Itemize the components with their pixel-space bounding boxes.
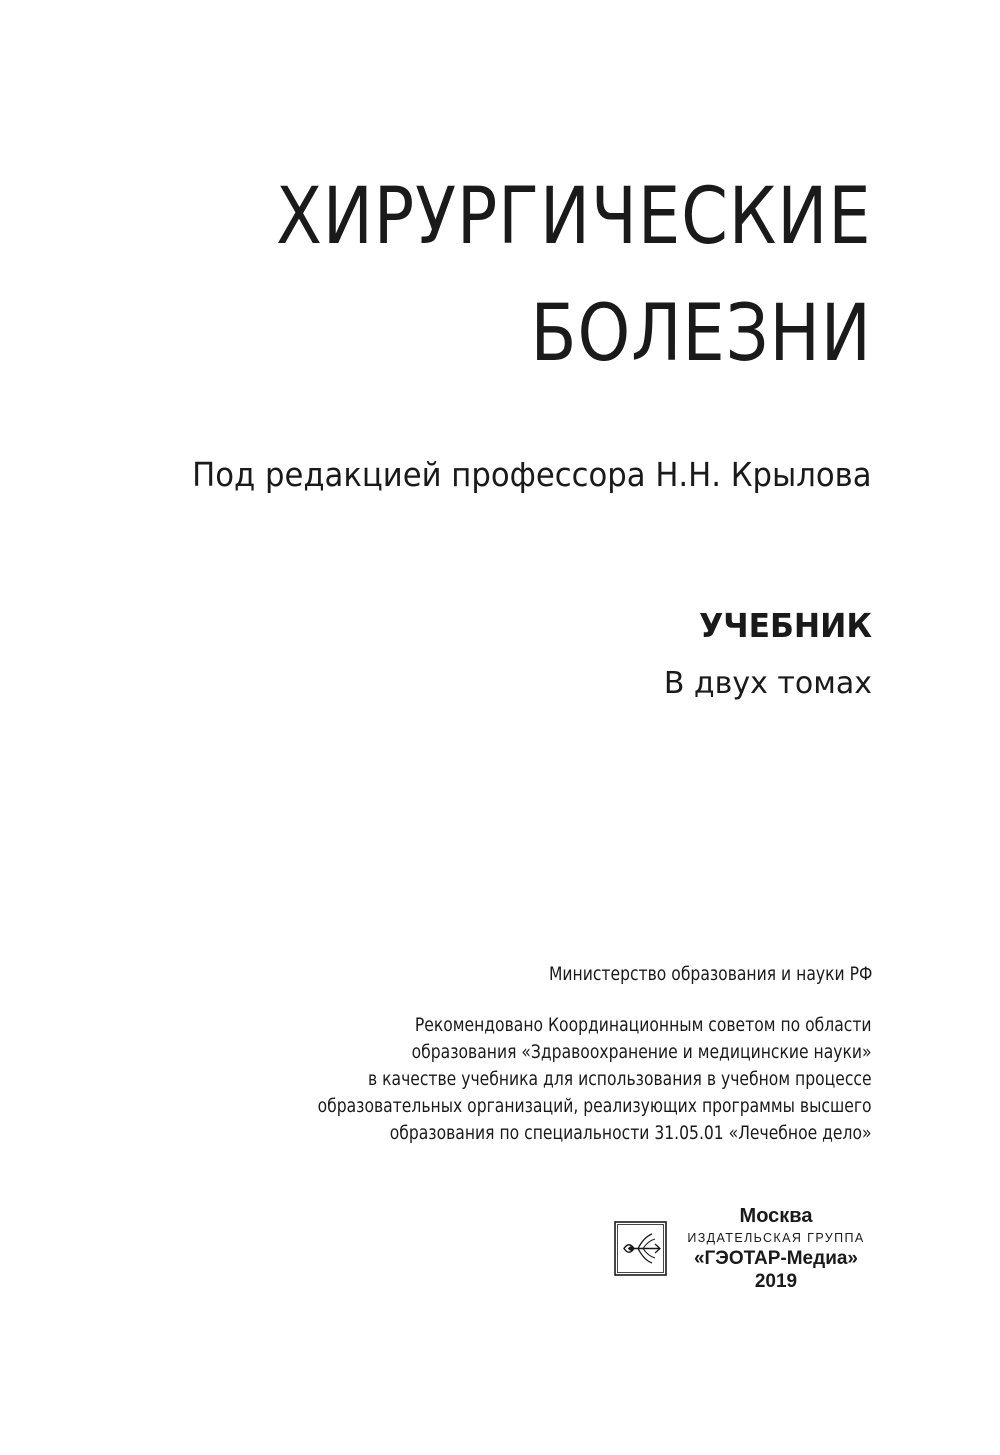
recommendation-line: Рекомендовано Координационным советом по области: [415, 1014, 872, 1036]
recommendation-line: образовательных организаций, реализующих программы высшего: [318, 1095, 872, 1117]
editor-line: Под редакцией профессора Н.Н. Крылова: [192, 455, 872, 494]
publisher-city: Москва: [739, 1205, 813, 1227]
publisher-group: ИЗДАТЕЛЬСКАЯ ГРУППА: [687, 1231, 865, 1245]
publication-year: 2019: [754, 1271, 798, 1292]
recommendation-line: образования «Здравоохранение и медицинские науки»: [412, 1041, 872, 1063]
recommendation-line: в качестве учебника для использования в учебном процессе: [368, 1068, 872, 1090]
book-title-line-1: ХИРУРГИЧЕСКИЕ: [276, 172, 872, 262]
geotar-logo-icon: [614, 1221, 667, 1276]
volumes-note: В двух томах: [663, 666, 872, 701]
publisher-block: [666, 1205, 886, 1294]
ministry-line: Министерство образования и науки РФ: [548, 963, 872, 985]
book-type: УЧЕБНИК: [699, 606, 872, 645]
publisher-name: «ГЭОТАР-Медиа»: [693, 1248, 859, 1269]
recommendation-line: образования по специальности 31.05.01 «Лечебное дело»: [390, 1122, 872, 1144]
book-title-line-2: БОЛЕЗНИ: [530, 289, 872, 379]
recommendation-block: [196, 1012, 872, 1147]
